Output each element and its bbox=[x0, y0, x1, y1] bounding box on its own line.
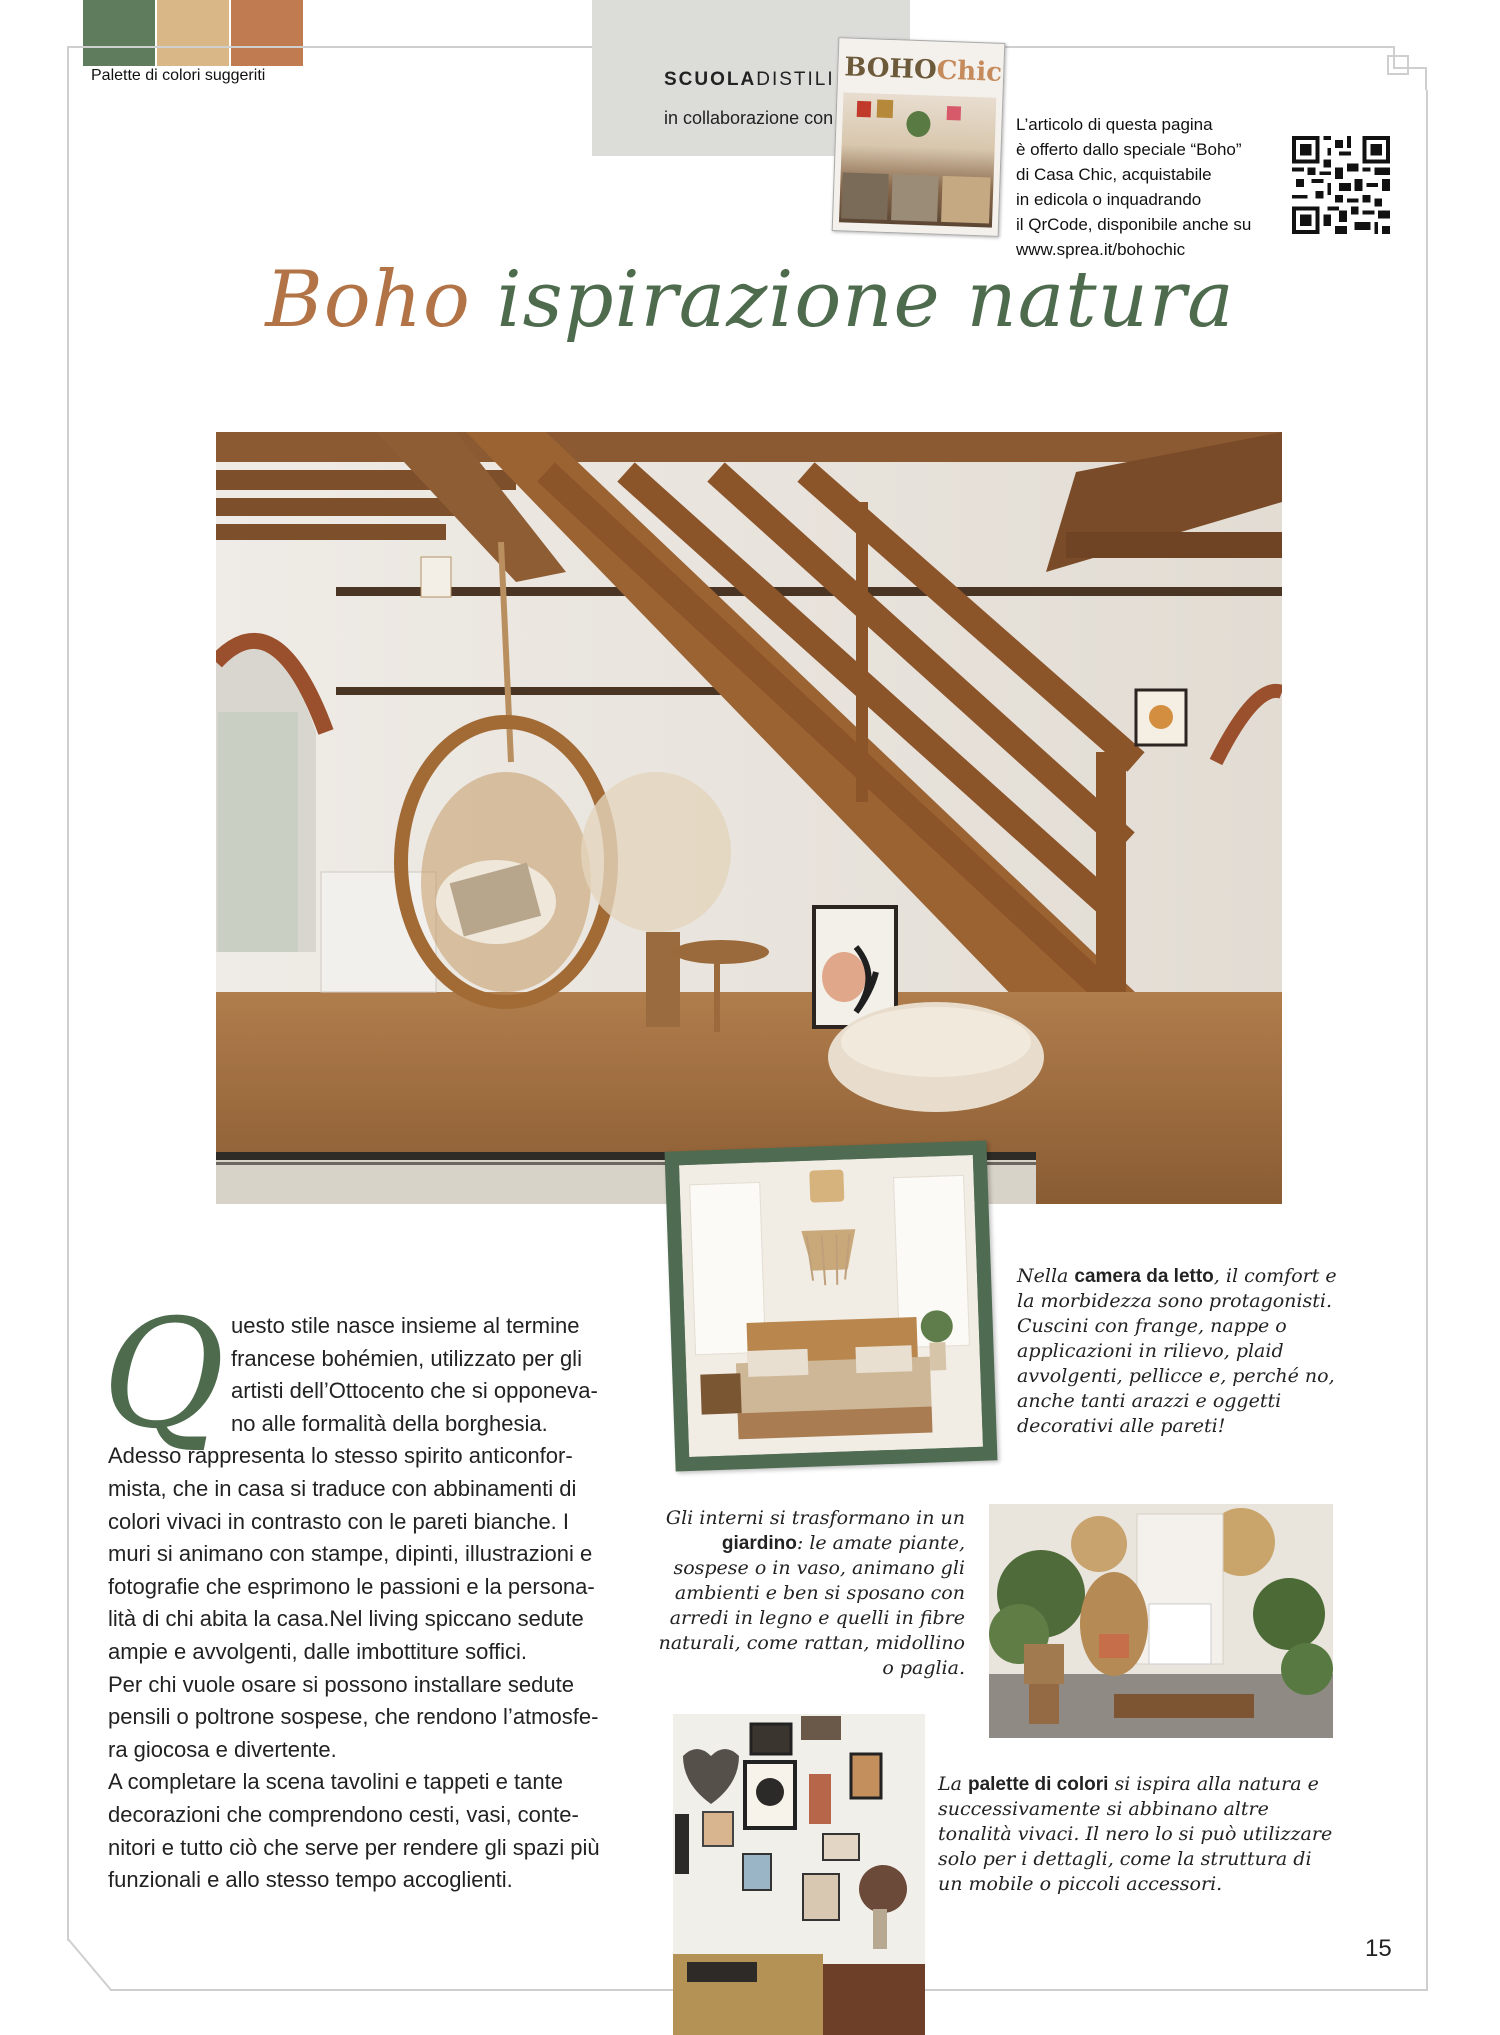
body-paragraph-4: A completare la scena tavolini e tappeti e tante decorazioni che comprendono cesti, vasi, conte-nitori e tutto ciò che serve per rendere gli spazi più funzionali e allo stesso tempo accoglienti. bbox=[108, 1769, 600, 1893]
magazine-title: BOHOChic bbox=[843, 52, 1003, 88]
promo-text bbox=[1016, 112, 1286, 262]
gallery-wall-photo bbox=[673, 1714, 925, 2035]
promo-line: L’articolo di questa pagina bbox=[1016, 115, 1213, 134]
palette-swatch-terracotta bbox=[231, 0, 303, 66]
page-number: 15 bbox=[1365, 1935, 1392, 1962]
magazine-frame-3 bbox=[947, 106, 961, 120]
caption-palette: La palette di colori si ispira alla natura e successivamente si abbinano altre tonalità vivaci. Il nero lo si può utilizzare solo per i dettagli, come la struttura di un mobile o piccoli accessori. bbox=[938, 1773, 1333, 1895]
body-paragraph-1: uesto stile nasce insieme al termine francese bohémien, utilizzato per gli artisti dell’Ottocento che si opponeva-no alle formalità della borghesia. bbox=[230, 1313, 598, 1436]
main-photo-living-room bbox=[216, 432, 1282, 1204]
palette-swatch-green bbox=[83, 0, 155, 66]
promo-line: in edicola o inquadrando bbox=[1016, 190, 1202, 209]
title-part-natura: ispirazione natura bbox=[470, 255, 1235, 345]
header-brand: SCUOLADISTILI bbox=[664, 69, 835, 90]
plants-photo bbox=[989, 1504, 1333, 1738]
body-text bbox=[102, 1288, 608, 1897]
page-title bbox=[0, 255, 1500, 345]
magazine-frame-2 bbox=[877, 100, 894, 119]
caption-bedroom: Nella camera da letto, il comfort e la morbidezza sono protagonisti. Cuscini con frange, nappe o applicazioni in rilievo, plaid avvolgenti, pellicce e, perché no, anche tanti arazzi e oggetti decorativi alle pareti! bbox=[1017, 1265, 1337, 1437]
magazine-panel-1 bbox=[841, 172, 889, 220]
magazine-panel-2 bbox=[891, 174, 939, 222]
promo-line: il QrCode, disponibile anche su bbox=[1016, 215, 1252, 234]
drop-cap: Q bbox=[102, 1288, 225, 1462]
frame-corner-ornament bbox=[1372, 46, 1432, 94]
caption-garden: Gli interni si trasformano in un giardino: le amate piante, sospese o in vaso, animano gli ambienti e ben si sposano con arredi in legno e quelli in fibre naturali, come rattan, midollino o paglia. bbox=[658, 1507, 965, 1679]
bedroom-photo-frame bbox=[665, 1140, 998, 1471]
promo-url[interactable]: www.sprea.it/bohochic bbox=[1016, 240, 1186, 259]
magazine-panel-3 bbox=[941, 176, 991, 224]
promo-line: di Casa Chic, acquistabile bbox=[1016, 165, 1212, 184]
frame-right-line bbox=[1426, 90, 1428, 1990]
title-part-boho: Boho bbox=[265, 255, 471, 345]
body-paragraph-3: Per chi vuole osare si possono installare sedute pensili o poltrone sospese, che rendono l’atmosfe-ra giocosa e divertente. bbox=[108, 1671, 599, 1762]
promo-line: è offerto dallo speciale “Boho” bbox=[1016, 140, 1242, 159]
frame-bottom-corner bbox=[67, 1938, 113, 1992]
magazine-cover bbox=[832, 37, 1006, 237]
palette-swatch-sand bbox=[157, 0, 229, 66]
qr-code-icon[interactable] bbox=[1292, 136, 1390, 234]
header-collab: in collaborazione con bbox=[664, 108, 834, 128]
bedroom-photo bbox=[679, 1155, 983, 1457]
body-paragraph-2: Adesso rappresenta lo stesso spirito anticonfor-mista, che in casa si traduce con abbinamenti di colori vivaci in contrasto con le pareti bianche. I muri si animano con stampe, dipinti, illustrazioni e fotografie che esprimono le passioni e la persona-lità di chi abita la casa.Nel living spiccano sedute ampie e avvolgenti, dalle imbottiture soffici. bbox=[108, 1443, 595, 1664]
magazine-frame-1 bbox=[857, 101, 872, 117]
palette-label: Palette di colori suggeriti bbox=[91, 67, 266, 84]
